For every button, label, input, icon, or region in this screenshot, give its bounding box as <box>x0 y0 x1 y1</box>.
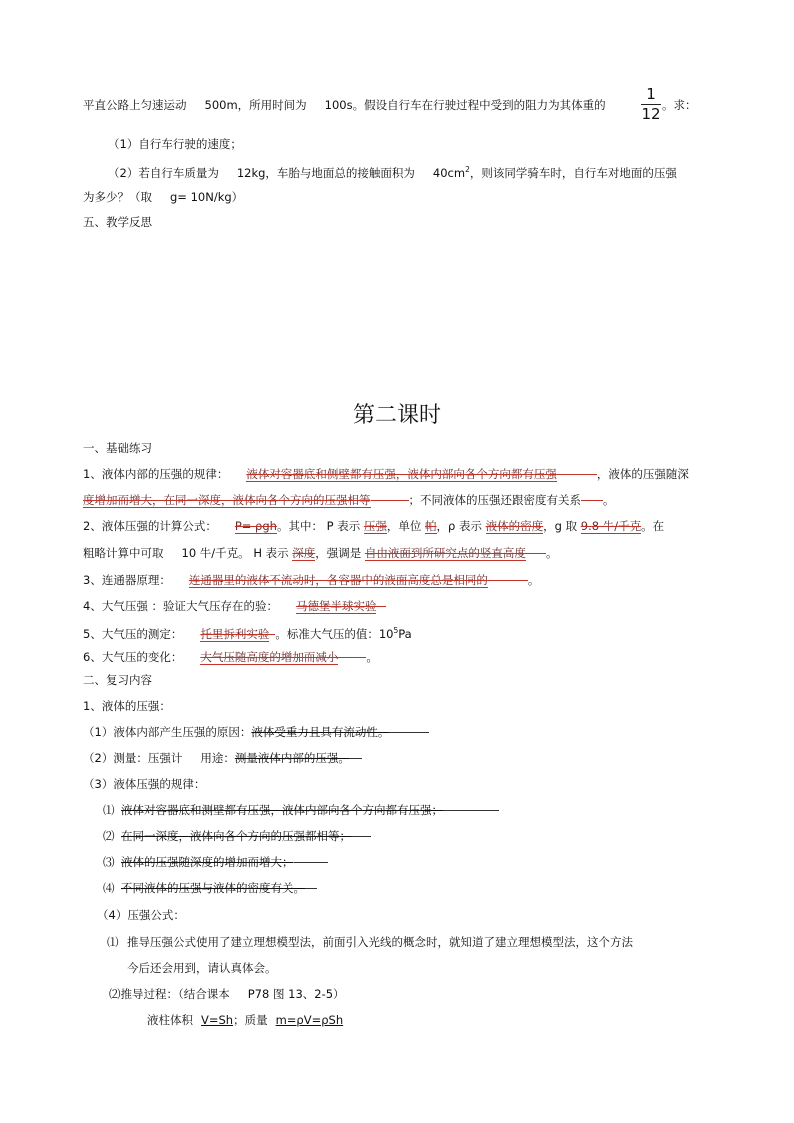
item-6 <box>83 650 378 665</box>
answer-underline <box>338 657 366 658</box>
text: 100s。假设自行车在行驶过程中受到的阻力为其体重的 <box>324 98 606 112</box>
text: P 表示 <box>326 519 361 533</box>
handwritten-answer: 压强 <box>363 519 387 533</box>
struck-text: 液体受重力且具有流动性。 <box>251 725 390 739</box>
answer-underline <box>557 474 597 475</box>
text: 。 <box>545 546 558 560</box>
formula-note-1-cont: 今后还会用到，请认真体会。 <box>127 961 277 975</box>
text: 液柱体积 <box>147 1013 193 1027</box>
struck-text: 不同液体的压强与液体的密度有关。 <box>121 881 305 895</box>
rule-number: ⑴ <box>103 803 115 817</box>
rule-2 <box>103 829 371 843</box>
handwritten-answer: 深度 <box>292 546 316 560</box>
text: 。 <box>527 573 540 587</box>
text: （2）测量：压强计 <box>83 751 183 765</box>
handwritten-answer: 连通器里的液体不流动时，各容器中的液面高度总是相同的 <box>188 573 488 587</box>
question-1: （1）自行车行驶的速度； <box>108 137 242 151</box>
rule-number: ⑶ <box>103 855 115 869</box>
sub-item-2 <box>83 751 362 765</box>
fraction-numerator: 1 <box>646 85 656 103</box>
reflection-heading: 五、教学反思 <box>83 215 152 229</box>
text: ：10 <box>367 626 394 641</box>
rule-4 <box>103 881 317 895</box>
text: 。在 <box>641 519 665 533</box>
handwritten-answer: 9.8 牛/千克 <box>580 519 642 533</box>
blank-line <box>443 810 499 811</box>
problem-line-1 <box>83 98 606 112</box>
text: ，液体的压强随深 <box>596 467 689 481</box>
subheading-liquid-pressure: 1、液体的压强： <box>83 699 171 713</box>
answer-underline <box>581 500 603 501</box>
handwritten-answer: 托里拆利实验 <box>200 626 270 641</box>
text: 平直公路上匀速运动 <box>83 98 187 112</box>
text: 。 <box>603 493 615 507</box>
problem-line-1-end: 。求： <box>662 98 697 112</box>
text: Pa <box>398 626 412 641</box>
text: ；质量 <box>233 1013 268 1027</box>
text: ，单位 <box>386 519 422 533</box>
item-1-line-2 <box>83 493 615 508</box>
text: 12kg，车胎与地面总的接触面积为 <box>236 165 415 180</box>
text: ，g 取 <box>543 519 578 533</box>
answer-underline <box>371 500 409 501</box>
sub-item-3: （3）液体压强的规律： <box>83 777 206 791</box>
handwritten-answer: 度增加而增大，在同一深度，液体向各个方向的压强相等 <box>83 493 371 507</box>
text: ，ρ 表示 <box>436 519 482 533</box>
blank-line <box>389 732 429 733</box>
rule-number: ⑵ <box>103 829 115 843</box>
superscript: 5 <box>393 626 399 635</box>
rule-3 <box>103 855 328 869</box>
section-heading-2: 二、复习内容 <box>83 673 152 687</box>
derivation-line <box>109 987 345 1001</box>
text: 1、液体内部的压强的规律： <box>83 467 229 481</box>
text: ；不同液体的压强还跟密度有关系 <box>408 493 581 507</box>
struck-text: 液体的压强随深度的增加而增大； <box>121 855 294 869</box>
handwritten-answer: 自由液面到所研究点的竖直高度 <box>364 546 526 560</box>
fraction-denominator: 12 <box>641 105 661 123</box>
note-number: ⑴ <box>107 935 119 949</box>
text: ，强调是 <box>315 546 362 560</box>
handwritten-answer: P= ρgh <box>234 519 277 533</box>
handwritten-answer: 液体的密度 <box>485 519 544 533</box>
item-4 <box>83 599 386 614</box>
handwritten-answer: 液体对容器底和侧壁都有压强，液体内部向各个方向都有压强 <box>246 467 557 481</box>
text: ⑵推导过程：（结合课本 <box>109 987 230 1001</box>
item-2-line-1 <box>83 519 664 534</box>
text: （1）液体内部产生压强的原因： <box>83 725 252 739</box>
item-3 <box>83 573 539 588</box>
text: 粗略计算中可取 <box>83 546 164 560</box>
sub-item-1 <box>83 725 429 739</box>
rule-number: ⑷ <box>103 881 115 895</box>
text: 10 牛/千克。 H 表示 <box>181 546 289 560</box>
text: 。 <box>366 650 378 664</box>
item-2-line-2 <box>83 546 557 561</box>
struck-text: 测量液体内部的压强。 <box>234 751 350 765</box>
text: 40cm <box>432 165 466 180</box>
text: 。其中： <box>276 519 323 533</box>
fraction-one-twelfth <box>641 86 661 123</box>
text: P78 图 13、2-5） <box>247 987 345 1001</box>
answer-underline <box>526 553 546 554</box>
superscript: 2 <box>465 165 470 174</box>
sub-item-4: （4）压强公式： <box>97 908 185 922</box>
volume-mass-line <box>147 1013 343 1027</box>
item-5 <box>83 624 412 642</box>
formula-note-1 <box>107 935 633 949</box>
text: 3、连通器原理： <box>83 573 171 587</box>
question-2-line-1 <box>108 163 677 180</box>
text: （2）若自行车质量为 <box>108 165 219 180</box>
blank-line <box>351 836 371 837</box>
handwritten-answer: 马德堡半球实验 <box>295 599 377 613</box>
text: 4、大气压强 ：验证大气压存在的验： <box>83 599 278 613</box>
text: 为多少？（取 <box>83 190 152 204</box>
formula: V=Sh <box>201 1013 234 1027</box>
page-title: 第二课时 <box>352 403 441 428</box>
blank-line <box>350 758 362 759</box>
handwritten-answer: 帕 <box>425 519 437 533</box>
struck-text: 在同一深度，液体向各个方向的压强都相等； <box>121 829 351 843</box>
blank-line <box>294 862 328 863</box>
text: 。标准大气压的值 <box>275 626 368 641</box>
text: 500m，所用时间为 <box>204 98 307 112</box>
formula: m=ρV=ρSh <box>275 1013 344 1027</box>
text: ，则该同学骑车时，自行车对地面的压强 <box>469 165 677 180</box>
text: 用途： <box>200 751 235 765</box>
handwritten-answer: 大气压随高度的增加而减小 <box>200 650 339 664</box>
section-heading-1: 一、基础练习 <box>83 441 152 455</box>
text: 6、大气压的变化： <box>83 650 183 664</box>
struck-text: 液体对容器底和测壁都有压强，液体内部向各个方向都有压强； <box>121 803 443 817</box>
blank-line <box>305 888 317 889</box>
question-2-line-2 <box>83 190 243 204</box>
text: 2、液体压强的计算公式： <box>83 519 217 533</box>
answer-underline <box>376 606 386 607</box>
text: 5、大气压的测定： <box>83 626 183 641</box>
rule-1 <box>103 803 499 817</box>
answer-underline <box>488 580 528 581</box>
text: g= 10N/kg） <box>170 190 244 204</box>
item-1-line-1 <box>83 467 689 482</box>
text: 推导压强公式使用了建立理想模型法，前面引入光线的概念时，就知道了建立理想模型法，这个方法 <box>127 935 633 949</box>
